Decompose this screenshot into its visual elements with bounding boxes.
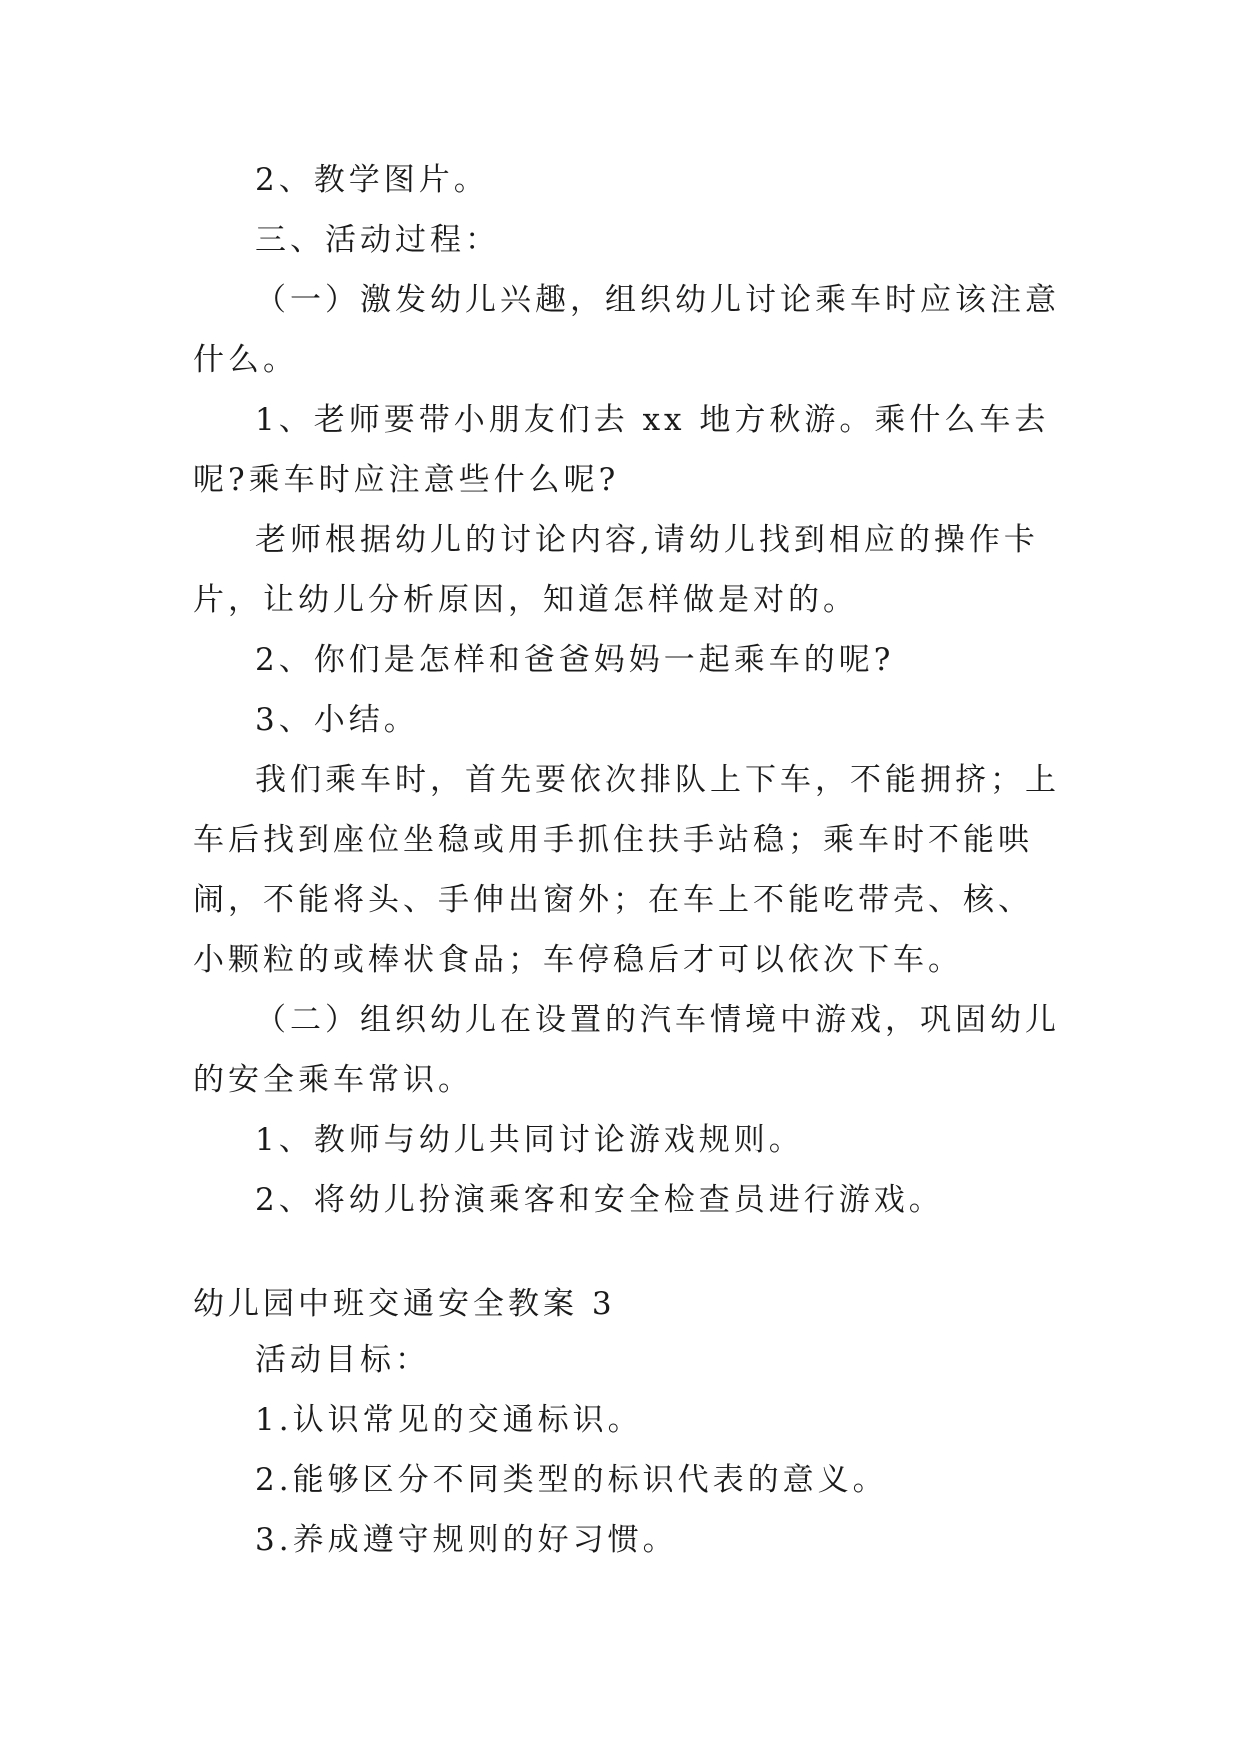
paragraph: 1、教师与幼儿共同讨论游戏规则。 — [255, 1122, 804, 1158]
paragraph: 3.养成遵守规则的好习惯。 — [255, 1522, 678, 1558]
paragraph: （一）激发幼儿兴趣，组织幼儿讨论乘车时应该注意什么。 — [193, 282, 1060, 378]
paragraph: 2、教学图片。 — [255, 162, 489, 198]
paragraph: 老师根据幼儿的讨论内容,请幼儿找到相应的操作卡片，让幼儿分析原因，知道怎样做是对的。 — [193, 522, 1039, 618]
section-title: 幼儿园中班交通安全教案 3 — [193, 1286, 616, 1322]
paragraph: （二）组织幼儿在设置的汽车情境中游戏，巩固幼儿的安全乘车常识。 — [193, 1002, 1060, 1098]
paragraph: 1.认识常见的交通标识。 — [255, 1402, 643, 1438]
paragraph: 2、你们是怎样和爸爸妈妈一起乘车的呢? — [255, 642, 895, 678]
paragraph: 2、将幼儿扮演乘客和安全检查员进行游戏。 — [255, 1182, 944, 1218]
paragraph: 3、小结。 — [255, 702, 419, 738]
paragraph: 我们乘车时，首先要依次排队上下车，不能拥挤；上车后找到座位坐稳或用手抓住扶手站稳；乘车时不能哄闹，不能将头、手伸出窗外；在车上不能吃带壳、核、小颗粒的或棒状食品；车停稳后才可以依次下车。 — [193, 762, 1060, 978]
paragraph: 1、老师要带小朋友们去 xx 地方秋游。乘什么车去呢?乘车时应注意些什么呢? — [193, 402, 1050, 498]
paragraph: 2.能够区分不同类型的标识代表的意义。 — [255, 1462, 888, 1498]
body-text-top — [193, 150, 1063, 1230]
paragraph: 三、活动过程： — [255, 222, 500, 258]
body-text-bottom — [193, 1330, 1063, 1570]
paragraph: 活动目标： — [255, 1342, 430, 1378]
